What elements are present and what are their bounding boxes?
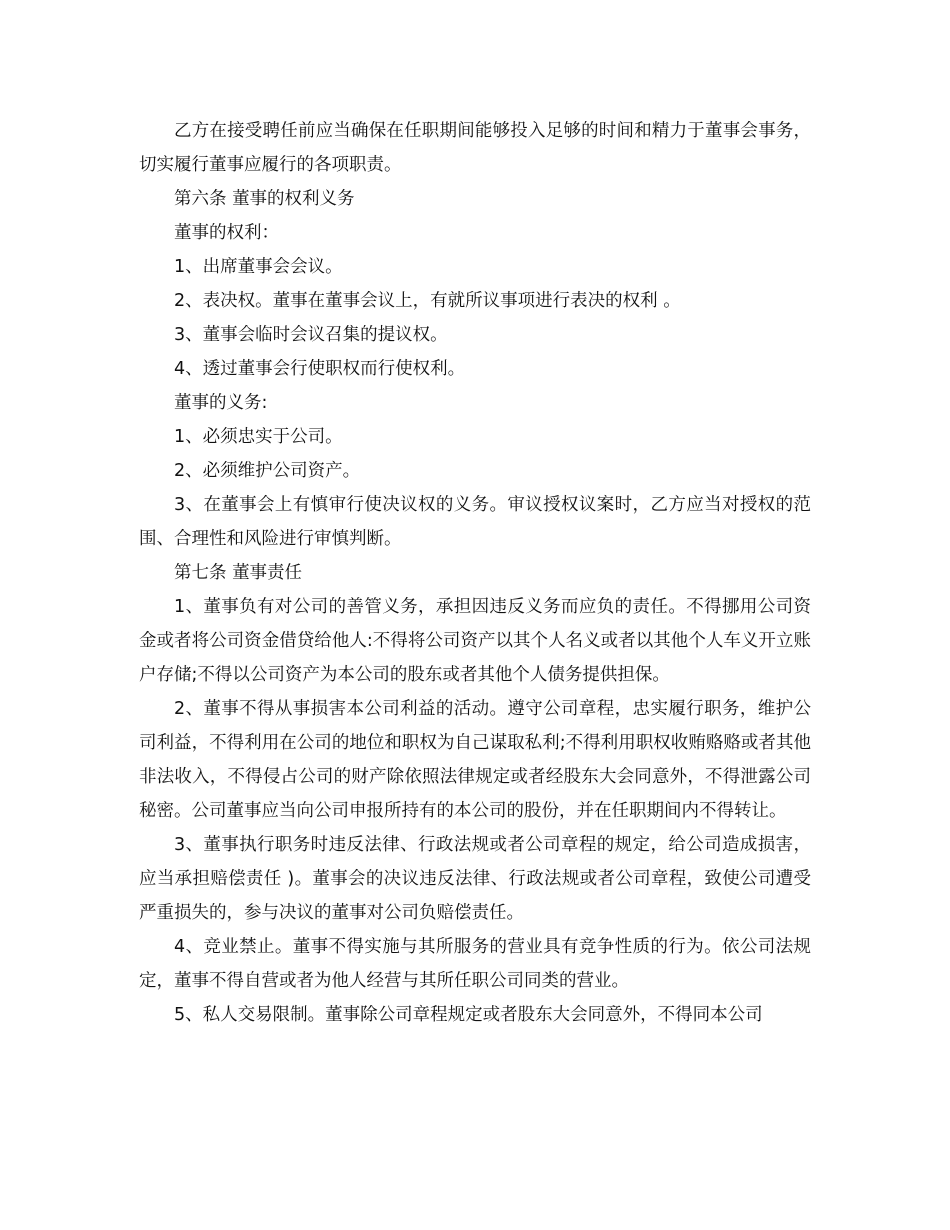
list-item-liability-5: 5、私人交易限制。董事除公司章程规定或者股东大会同意外，不得同本公司 [174, 1005, 763, 1025]
list-item-obligation-2: 2、必须维护公司资产。 [174, 461, 361, 481]
paragraph-time-commitment: 乙方在接受聘任前应当确保在任职期间能够投入足够的时间和精力于董事会事务，切实履行董事应履行的各项职责。 [139, 121, 811, 175]
list-item-liability-1: 1、董事负有对公司的善管义务，承担因违反义务而应负的责任。不得挪用公司资金或者将公司资金借贷给他人:不得将公司资产以其个人名义或者以其他个人车义开立账户存储;不得以公司资产为本公司的股东或者其他个人债务提供担保。 [139, 597, 811, 685]
document-body [139, 114, 811, 1032]
list-item-liability-2: 2、董事不得从事损害本公司利益的活动。遵守公司章程，忠实履行职务，维护公司利益，不得利用在公司的地位和职权为自己谋取私利;不得利用职权收贿赂赂或者其他非法收入，不得侵占公司的财产除依照法律规定或者经股东大会同意外，不得泄露公司秘密。公司董事应当向公司申报所持有的本公司的股份，并在任职期间内不得转让。 [139, 699, 811, 821]
list-item-liability-4: 4、竞业禁止。董事不得实施与其所服务的营业具有竞争性质的行为。依公司法规定，董事不得自营或者为他人经营与其所任职公司同类的营业。 [139, 937, 811, 991]
subheading-director-obligations: 董事的义务: [174, 393, 268, 413]
list-item-right-4: 4、透过董事会行使职权而行使权利。 [174, 359, 466, 379]
subheading-director-rights: 董事的权利： [174, 223, 279, 243]
list-item-right-2: 2、表决权。董事在董事会议上，有就所议事项进行表决的权利 。 [174, 291, 681, 311]
list-item-obligation-3: 3、在董事会上有慎审行使决议权的义务。审议授权议案时，乙方应当对授权的范围、合理性和风险进行审慎判断。 [139, 495, 811, 549]
list-item-obligation-1: 1、必须忠实于公司。 [174, 427, 343, 447]
list-item-right-1: 1、出席董事会会议。 [174, 257, 343, 277]
list-item-right-3: 3、董事会临时会议召集的提议权。 [174, 325, 448, 345]
heading-article-6: 第六条 董事的权利义务 [174, 189, 355, 209]
heading-article-7: 第七条 董事责任 [174, 563, 303, 583]
list-item-liability-3: 3、董事执行职务时违反法律、行政法规或者公司章程的规定，给公司造成损害，应当承担赔偿责任 )。董事会的决议违反法律、行政法规或者公司章程，致使公司遭受严重损失的，参与决议的董事对公司负赔偿责任。 [139, 835, 811, 923]
